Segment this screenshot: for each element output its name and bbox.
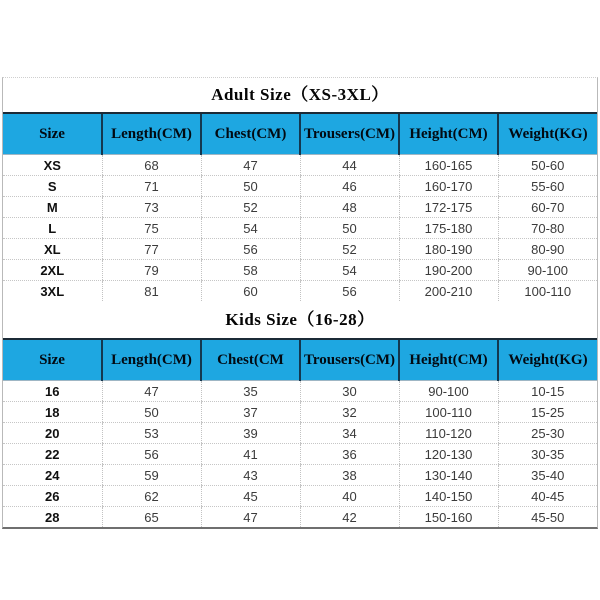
length-cell: 50 (102, 402, 201, 423)
height-cell: 200-210 (399, 281, 498, 302)
kids-size-section (3, 301, 597, 527)
table-row (3, 155, 597, 176)
height-cell: 160-165 (399, 155, 498, 176)
table-row (3, 486, 597, 507)
trousers-cell: 38 (300, 465, 399, 486)
size-cell: 20 (3, 423, 102, 444)
size-chart (2, 77, 598, 529)
adult-size-section (3, 78, 597, 301)
size-cell: M (3, 197, 102, 218)
size-cell: XL (3, 239, 102, 260)
trousers-cell: 48 (300, 197, 399, 218)
length-cell: 81 (102, 281, 201, 302)
trousers-cell: 52 (300, 239, 399, 260)
adult-table-title: Adult Size（XS-3XL） (3, 78, 597, 112)
size-cell: XS (3, 155, 102, 176)
height-cell: 160-170 (399, 176, 498, 197)
length-cell: 71 (102, 176, 201, 197)
height-cell: 190-200 (399, 260, 498, 281)
trousers-cell: 42 (300, 507, 399, 528)
weight-cell: 50-60 (498, 155, 597, 176)
height-cell: 175-180 (399, 218, 498, 239)
trousers-cell: 54 (300, 260, 399, 281)
chest-cell: 54 (201, 218, 300, 239)
column-header-trousers: Trousers(CM) (300, 339, 399, 381)
trousers-cell: 36 (300, 444, 399, 465)
chest-cell: 50 (201, 176, 300, 197)
weight-cell: 70-80 (498, 218, 597, 239)
trousers-cell: 44 (300, 155, 399, 176)
height-cell: 150-160 (399, 507, 498, 528)
chest-cell: 60 (201, 281, 300, 302)
length-cell: 62 (102, 486, 201, 507)
column-header-trousers: Trousers(CM) (300, 113, 399, 155)
length-cell: 77 (102, 239, 201, 260)
column-header-weight: Weight(KG) (498, 113, 597, 155)
adult-size-table (3, 112, 597, 301)
weight-cell: 40-45 (498, 486, 597, 507)
trousers-cell: 40 (300, 486, 399, 507)
size-cell: 18 (3, 402, 102, 423)
trousers-cell: 34 (300, 423, 399, 444)
column-header-height: Height(CM) (399, 339, 498, 381)
table-row (3, 239, 597, 260)
table-row (3, 381, 597, 402)
length-cell: 73 (102, 197, 201, 218)
size-cell: 26 (3, 486, 102, 507)
size-cell: 24 (3, 465, 102, 486)
size-cell: 22 (3, 444, 102, 465)
chest-cell: 43 (201, 465, 300, 486)
weight-cell: 35-40 (498, 465, 597, 486)
column-header-length: Length(CM) (102, 113, 201, 155)
chest-cell: 56 (201, 239, 300, 260)
height-cell: 140-150 (399, 486, 498, 507)
weight-cell: 10-15 (498, 381, 597, 402)
height-cell: 90-100 (399, 381, 498, 402)
weight-cell: 55-60 (498, 176, 597, 197)
length-cell: 65 (102, 507, 201, 528)
table-row (3, 402, 597, 423)
size-cell: 3XL (40, 283, 65, 299)
chest-cell: 37 (201, 402, 300, 423)
column-header-size: Size (3, 339, 102, 381)
height-cell: 172-175 (399, 197, 498, 218)
chest-cell: 52 (201, 197, 300, 218)
height-cell: 110-120 (399, 423, 498, 444)
chest-cell: 35 (201, 381, 300, 402)
column-header-length: Length(CM) (102, 339, 201, 381)
kids-header-row (3, 339, 597, 381)
column-header-size: Size (3, 113, 102, 155)
table-row (3, 423, 597, 444)
trousers-cell: 56 (300, 281, 399, 302)
table-row (3, 507, 597, 528)
trousers-cell: 30 (300, 381, 399, 402)
weight-cell: 45-50 (498, 507, 597, 528)
trousers-cell: 50 (300, 218, 399, 239)
column-header-chest: Chest(CM) (201, 113, 300, 155)
height-cell: 180-190 (399, 239, 498, 260)
length-cell: 79 (102, 260, 201, 281)
size-cell: 28 (45, 509, 60, 525)
kids-table-title: Kids Size（16-28） (3, 301, 597, 338)
table-row (3, 444, 597, 465)
column-header-chest: Chest(CM (201, 339, 300, 381)
size-cell: 16 (3, 381, 102, 402)
weight-cell: 30-35 (498, 444, 597, 465)
table-row (3, 465, 597, 486)
size-cell: 2XL (3, 260, 102, 281)
size-cell: L (3, 218, 102, 239)
chest-cell: 58 (201, 260, 300, 281)
chest-cell: 47 (201, 155, 300, 176)
size-cell: S (3, 176, 102, 197)
length-cell: 75 (102, 218, 201, 239)
weight-cell: 25-30 (498, 423, 597, 444)
table-row (3, 176, 597, 197)
chest-cell: 41 (201, 444, 300, 465)
table-row (3, 197, 597, 218)
height-cell: 130-140 (399, 465, 498, 486)
length-cell: 56 (102, 444, 201, 465)
trousers-cell: 46 (300, 176, 399, 197)
weight-cell: 15-25 (498, 402, 597, 423)
kids-size-table (3, 338, 597, 527)
chest-cell: 39 (201, 423, 300, 444)
table-row (3, 218, 597, 239)
height-cell: 100-110 (399, 402, 498, 423)
weight-cell: 60-70 (498, 197, 597, 218)
table-row (3, 260, 597, 281)
weight-cell: 80-90 (498, 239, 597, 260)
chest-cell: 47 (201, 507, 300, 528)
length-cell: 59 (102, 465, 201, 486)
chest-cell: 45 (201, 486, 300, 507)
weight-cell: 90-100 (498, 260, 597, 281)
length-cell: 53 (102, 423, 201, 444)
height-cell: 120-130 (399, 444, 498, 465)
column-header-height: Height(CM) (399, 113, 498, 155)
weight-cell: 100-110 (498, 281, 597, 302)
column-header-weight: Weight(KG) (498, 339, 597, 381)
length-cell: 47 (102, 381, 201, 402)
trousers-cell: 32 (300, 402, 399, 423)
length-cell: 68 (102, 155, 201, 176)
table-row (3, 281, 597, 302)
adult-header-row (3, 113, 597, 155)
